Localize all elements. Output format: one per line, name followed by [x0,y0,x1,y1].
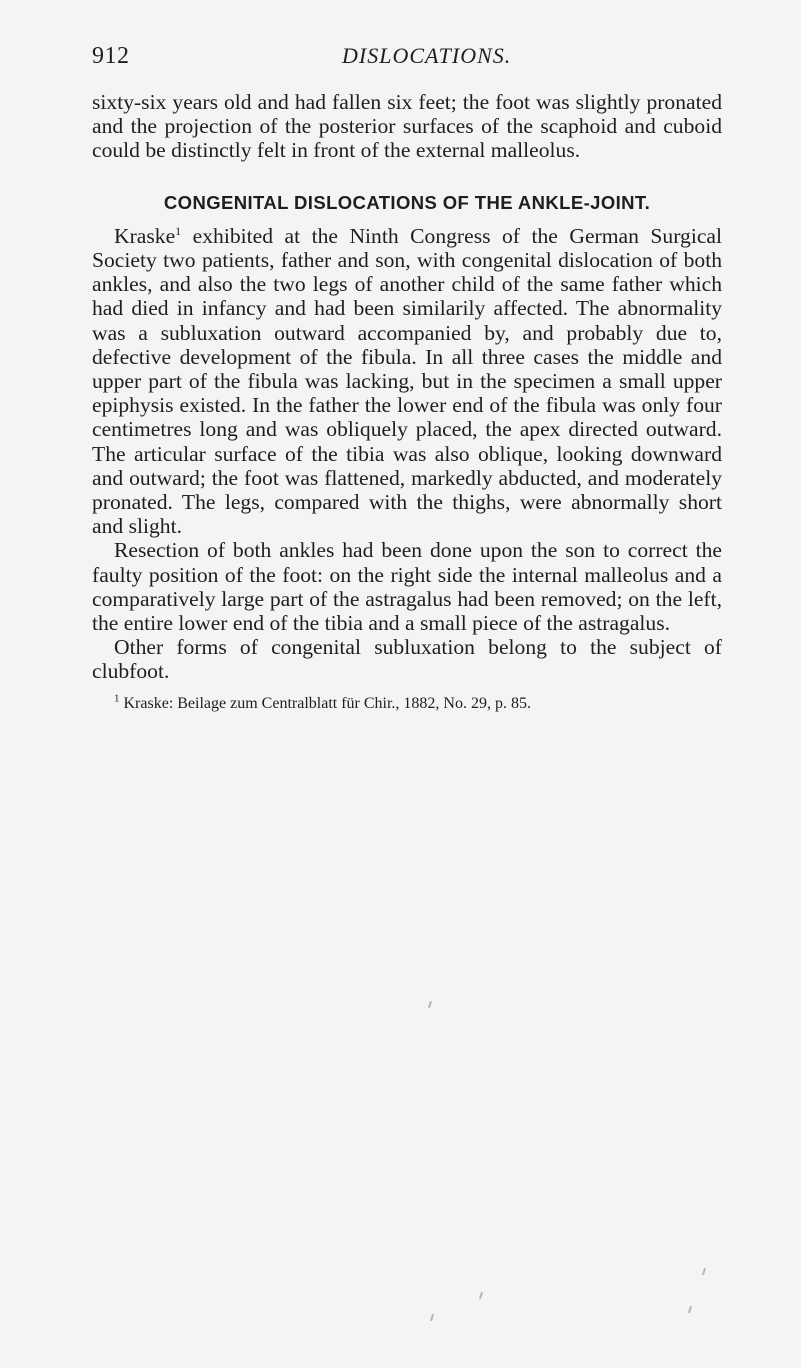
scan-speck [688,1306,692,1313]
section-heading: CONGENITAL DISLOCATIONS OF THE ANKLE-JOINT. [163,191,651,213]
scan-speck [702,1268,706,1275]
page-number: 912 [92,43,130,69]
footnote-text: Kraske: Beilage zum Centralblatt für Chir., 1882, No. 29, p. 85. [119,694,531,712]
continued-paragraph: sixty-six years old and had fallen six feet; the foot was slightly pronated and the projection of the posterior surfaces of the scaphoid and cuboid could be distinctly felt in front of the external malleolus. [92,90,722,163]
scan-speck [430,1314,434,1321]
author-name: Kraske [114,223,176,248]
paragraph-kraske [92,224,722,539]
scan-speck [479,1292,483,1299]
running-title: DISLOCATIONS. [342,43,512,68]
paragraph-resection: Resection of both ankles had been done upon the son to correct the faulty position of the foot: on the right side the internal malleolus and a comparatively large part of the astragalus had been removed; on the left, the entire lower end of the tibia and a small piece of the astragalus. [92,538,722,636]
footnote [92,694,722,714]
running-head [92,43,722,73]
footnote-marker: 1 [114,692,120,705]
paragraph-clubfoot: Other forms of congenital subluxation belong to the subject of clubfoot. [92,635,722,684]
footnote-reference: 1 [175,223,182,238]
body-text [92,90,722,714]
scan-speck [428,1001,432,1008]
paragraph-text: exhibited at the Ninth Congress of the German Surgical Society two patients, father and son, with congenital dislocation of both ankles, and also the two legs of another child of the same father which had died in infancy and had been similarily affected. The abnormality was a subluxation outward accompanied by, and probably due to, defective development of the fibula. In all three cases the middle and upper part of the fibula was lacking, but in the specimen a small upper epiphysis existed. In the father the lower end of the fibula was only four centimetres long and was obliquely placed, the apex directed outward. The articular surface of the tibia was also oblique, looking downward and outward; the foot was flattened, markedly abducted, and moderately pronated. The legs, compared with the thighs, were abnormally short and slight. [92,223,722,539]
